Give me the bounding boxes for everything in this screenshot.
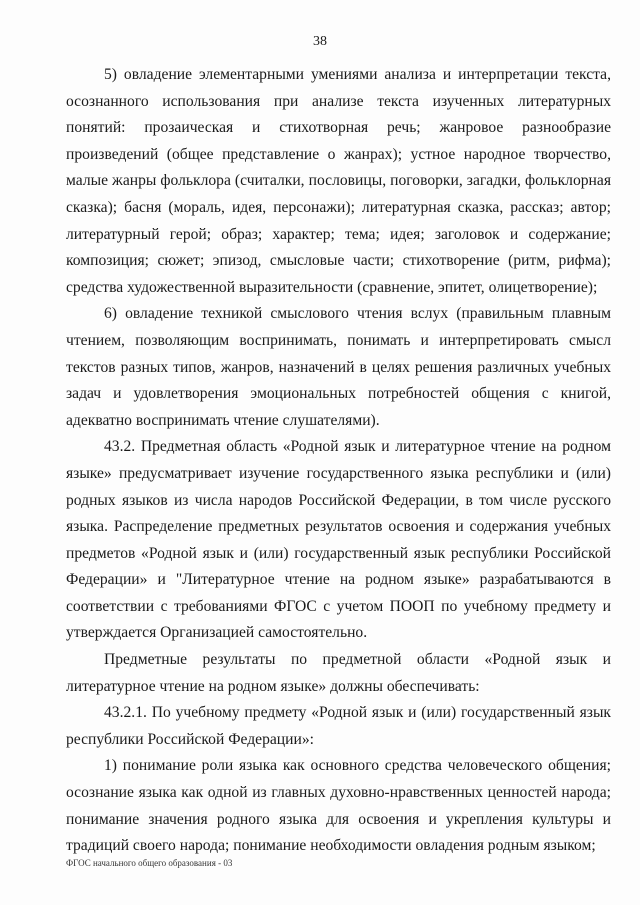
paragraph-item-5: 5) овладение элементарными умениями анализа и интерпретации текста, осознанного использования при анализе текста изученных литературных понятий: прозаическая и стихотворная речь; жанровое разнообразие произведений (общее представление о жанрах); устное народное творчество, малые жанры фольклора (считалки, пословицы, поговорки, загадки, фольклорная сказка); басня (мораль, идея, персонажи); литературная сказка, рассказ; автор; литературный герой; образ; характер; тема; идея; заголовок и содержание; композиция; сюжет; эпизод, смысловые части; стихотворение (ритм, рифма); средства художественной выразительности (сравнение, эпитет, олицетворение); [66,66,611,296]
paragraph-item-6: 6) овладение техникой смыслового чтения вслух (правильным плавным чтением, позволяющим воспринимать, понимать и интерпретировать смысл текстов разных типов, жанров, назначений в целях решения различных учебных задач и удовлетворения эмоциональных потребностей общения с книгой, адекватно воспринимать чтение слушателями). [66,305,611,429]
page-number: 38 [313,34,327,49]
paragraph-43-2: 43.2. Предметная область «Родной язык и литературное чтение на родном языке» предусматривает изучение государственного языка республики и (или) родных языков из числа народов Российской Федерации, в том числе русского языка. Распределение предметных результатов освоения и содержания учебных предметов «Родной язык и (или) государственный язык республики Российской Федерации» и "Литературное чтение на родном языке» разрабатываются в соответствии с требованиями ФГОС с учетом ПООП по учебному предмету и утверждается Организацией самостоятельно. [66,438,611,642]
page-footer: ФГОС начального общего образования - 03 [66,858,233,868]
paragraph-item-1: 1) понимание роли языка как основного средства человеческого общения; осознание языка как одной из главных духовно-нравственных ценностей народа; понимание значения родного языка для освоения и укрепления культуры и традиций своего народа; понимание необходимости овладения родным языком; [66,757,611,855]
paragraph-43-2-1: 43.2.1. По учебному предмету «Родной язык и (или) государственный язык республики Российской Федерации»: [66,704,611,748]
paragraph-subject-results: Предметные результаты по предметной области «Родной язык и литературное чтение на родном языке» должны обеспечивать: [66,651,611,695]
body-text [66,62,611,860]
